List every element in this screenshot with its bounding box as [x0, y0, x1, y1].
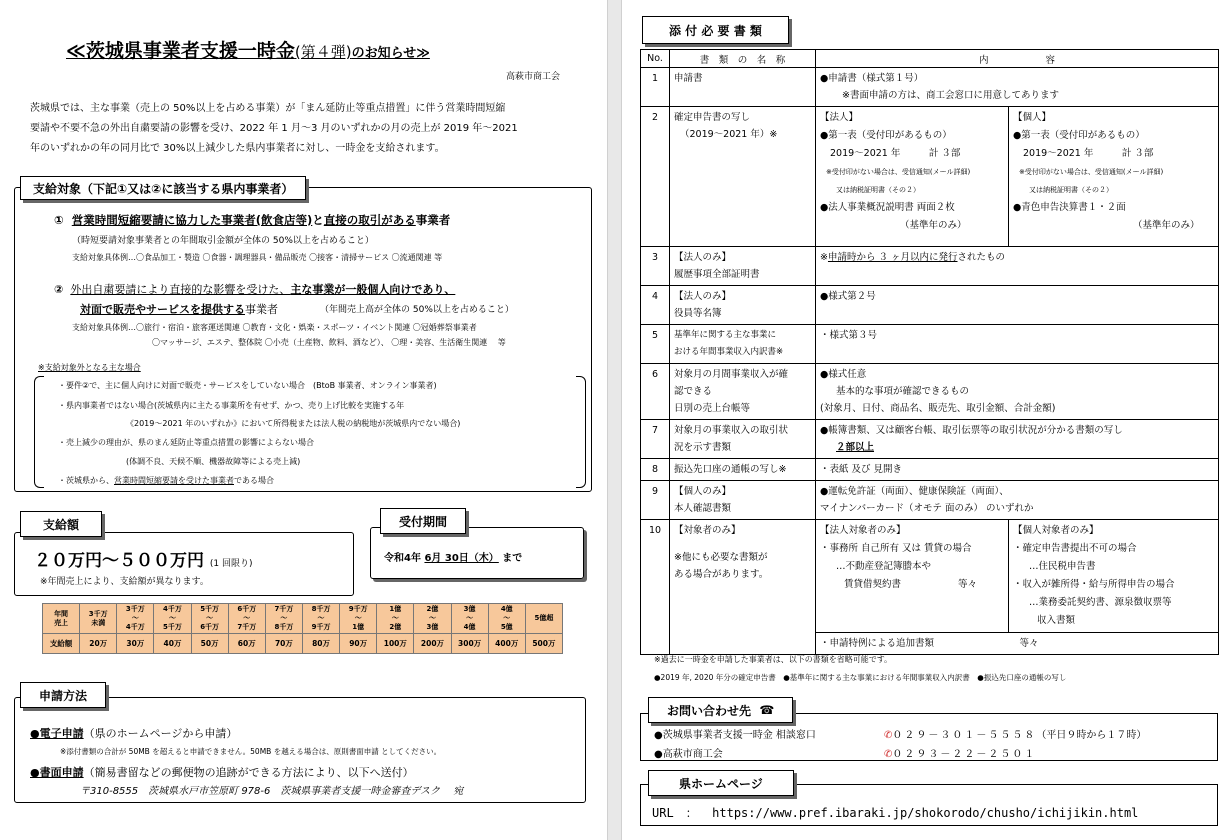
row-head-sales: 年間 売上 — [43, 604, 80, 634]
e-apply-line: ●電子申請（県のホームページから申請） — [30, 727, 238, 740]
row-name: 確定申告書の写し （2019～2021 年）※ — [670, 107, 816, 247]
title-main: ≪茨城県事業者支援一時金 — [66, 40, 295, 62]
row-name: 振込先口座の通帳の写し※ — [670, 459, 816, 481]
amount-cell: 400万 — [488, 634, 525, 654]
row-name: 【法人のみ】 役員等名簿 — [670, 286, 816, 325]
intro-line-3: 年のいずれかの年の同月比で 30%以上減少した県内事業者に対し、一時金を支給されます。 — [30, 143, 445, 154]
table-row — [641, 107, 1219, 247]
paper-apply-line: ●書面申請（簡易書留などの郵便物の追跡ができる方法により、以下へ送付） — [30, 766, 414, 779]
exclusion-1: ・要件②で、主に個人向けに対面で販売・サービスをしていない場合 (BtoB 事業者、オンライン事業者) — [58, 381, 437, 390]
row-name: 対象月の月間事業収入が確 認できる 日別の売上台帳等 — [670, 364, 816, 420]
amount-cell: 50万 — [191, 634, 228, 654]
row-name: 【対象者のみ】 ※他にも必要な書類が ある場合があります。 — [670, 520, 816, 655]
row-no: 1 — [641, 68, 670, 107]
table-row — [641, 247, 1219, 286]
web-tag: 県ホームページ — [648, 770, 794, 796]
bracket-cell: 5千万 ～ 6千万 — [191, 604, 228, 634]
row-no: 8 — [641, 459, 670, 481]
row-content: ●帳簿書類、又は顧客台帳、取引伝票等の取引状況が分かる書類の写し ２部以上 — [816, 420, 1219, 459]
web-url-link[interactable]: https://www.pref.ibaraki.jp/shokorodo/chusho/ichijikin.html — [712, 806, 1139, 820]
row-name: 基準年に関する主な事業に おける年間事業収入内訳書※ — [670, 325, 816, 364]
bracket-cell: 2億 ～ 3億 — [414, 604, 451, 634]
table-row — [641, 481, 1219, 520]
item2-examples-2: 〇マッサージ、エステ、整体院 〇小売（土産物、飲料、酒など）、 〇理・美容、生活衛生関連 等 — [152, 338, 506, 347]
row-no: 3 — [641, 247, 670, 286]
e-apply-note: ※添付書類の合計が 50MB を超えると申請できません。50MB を越える場合は、原則書面申請 としてください。 — [60, 747, 442, 756]
phone-icon: ✆ — [884, 749, 893, 760]
row-no: 10 — [641, 520, 670, 655]
contact-tel-2: ✆０２９３－２２－２５０１ — [884, 749, 1037, 760]
row-no: 6 — [641, 364, 670, 420]
row-content-corp: 【法人対象者のみ】 ・事務所 自己所有 又は 賃貸の場合 …不動産登記簿謄本や 賃貸借契約書 等々 — [816, 520, 1009, 633]
row-content: ・様式第３号 — [816, 325, 1219, 364]
deadline-text: 令和4年 6月 30日（木） まで — [384, 553, 523, 564]
amount-cell: 200万 — [414, 634, 451, 654]
row-content: ●申請書（様式第１号） ※書面申請の方は、商工会窓口に用意してあります — [816, 68, 1219, 107]
exclusion-4: ・茨城県から、営業時間短縮要請を受けた事業者である場合 — [58, 476, 274, 485]
exclusion-2b: 《2019～2021 年のいずれか》において所得税または法人税の納税地が茨城県内でない場合) — [126, 419, 461, 428]
exclusion-3b: (体調不良、天候不順、機器故障等による売上減) — [126, 457, 301, 466]
item1-examples: 支給対象具体例…〇食品加工・製造 〇食器・調理器具・備品販売 〇接客・清掃サービス 〇流通関連 等 — [72, 253, 443, 262]
row-no: 5 — [641, 325, 670, 364]
exclusion-brace-right — [576, 376, 586, 488]
row-head-amount: 支給額 — [43, 634, 80, 654]
bracket-cell: 4千万 ～ 5千万 — [154, 604, 191, 634]
row-name: 申請書 — [670, 68, 816, 107]
phone-icon: ✆ — [884, 730, 893, 741]
omit-items: ●2019 年, 2020 年分の確定申告書 ●基準年に関する主な事業における年間事業収入内訳書 ●振込先口座の通帳の写し — [654, 673, 1067, 682]
bracket-cell: 4億 ～ 5億 — [488, 604, 525, 634]
row-name: 対象月の事業収入の取引状 況を示す書類 — [670, 420, 816, 459]
contact-tag: お問い合わせ先 ☎ — [648, 697, 793, 723]
col-no: No. — [641, 50, 670, 68]
amount-cell: 80万 — [302, 634, 339, 654]
amount-cell: 100万 — [377, 634, 414, 654]
amount-cell: 500万 — [525, 634, 562, 654]
table-row — [641, 420, 1219, 459]
apply-tag: 申請方法 — [20, 682, 106, 708]
contact-row-1: ●茨城県事業者支援一時金 相談窓口 — [654, 730, 816, 741]
item2-heading-1: ② 外出自粛要請により直接的な影響を受けた、主な事業が一般個人向けであり、 — [54, 283, 456, 296]
web-url-line: URL ： https://www.pref.ibaraki.jp/shokorodo/chusho/ichijikin.html — [652, 806, 1139, 820]
bracket-cell: 9千万 ～ 1億 — [340, 604, 377, 634]
exclusion-2: ・県内事業者ではない場合(茨城県内に主たる事業所を有せず、かつ、売り上げ比較を実施する年 — [58, 401, 405, 410]
row-content-ind: 【個人対象者のみ】 ・確定申告書提出不可の場合 …住民税申告書 ・収入が雑所得・給与所得申告の場合 …業務委託契約書、源泉徴収票等 収入書類 — [1009, 520, 1219, 633]
intro-line-1: 茨城県では、主な事業（売上の 50%以上を占める事業）が「まん延防止等重点措置」に伴う営業時間短縮 — [30, 103, 506, 114]
bracket-cell: 3億 ～ 4億 — [451, 604, 488, 634]
item2-examples-1: 支給対象具体例…〇旅行・宿泊・旅客運送関連 〇教育・文化・娯楽・スポーツ・イベント関連 〇冠婚葬祭事業者 — [72, 323, 477, 332]
exclusion-3: ・売上減少の理由が、県のまん延防止等重点措置の影響によらない場合 — [58, 438, 314, 447]
exclusion-brace-left — [34, 376, 44, 488]
row-content: ●様式第２号 — [816, 286, 1219, 325]
bracket-cell: 7千万 ～ 8千万 — [265, 604, 302, 634]
intro-line-2: 要請や不要不急の外出自粛要請の影響を受け、2022 年 1 月～3 月のいずれかの月の売上が 2019 年～2021 — [30, 123, 518, 134]
item1-heading: ① 営業時間短縮要請に協力した事業者(飲食店等)と直接の取引がある事業者 — [54, 213, 451, 227]
bracket-row — [43, 604, 563, 634]
table-row — [641, 286, 1219, 325]
page-title — [66, 36, 430, 63]
amount-cell: 30万 — [117, 634, 154, 654]
amount-tag: 支給額 — [20, 511, 102, 537]
row-content-ind: 【個人】 ●第一表（受付印があるもの） 2019～2021 年 計 ３部 ※受付印がない場合は、受信通知(メール詳細) 又は納税証明書（その２） ●青色申告決算書１・２面 （基準年のみ） — [1009, 107, 1219, 247]
bracket-cell: 3千万 未満 — [80, 604, 117, 634]
eligibility-tag: 支給対象（下記①又は②に該当する県内事業者） — [20, 176, 306, 200]
right-page — [621, 0, 1225, 840]
row-name: 【個人のみ】 本人確認書類 — [670, 481, 816, 520]
mailing-address: 〒310-8555 茨城県水戸市笠原町 978-6 茨城県事業者支援一時金審査デスク 宛 — [80, 786, 464, 797]
table-row — [641, 68, 1219, 107]
item2-note: （年間売上高が全体の 50%以上を占めること） — [320, 305, 514, 315]
exclusion-heading: ※支給対象外となる主な場合 — [38, 363, 141, 372]
omit-note: ※過去に一時金を申請した事業者は、以下の書類を省略可能です。 — [654, 655, 893, 664]
amount-cell: 60万 — [228, 634, 265, 654]
table-header — [641, 50, 1219, 68]
deadline-tag: 受付期間 — [380, 508, 466, 534]
attachments-tag: 添 付 必 要 書 類 — [642, 16, 789, 44]
row-content: ※申請時から ３ ヶ月以内に発行されたもの — [816, 247, 1219, 286]
table-row — [641, 520, 1219, 633]
title-suffix: のお知らせ≫ — [351, 46, 430, 61]
col-name: 書 類 の 名 称 — [670, 50, 816, 68]
organization: 高萩市商工会 — [506, 72, 561, 82]
row-no: 2 — [641, 107, 670, 247]
bracket-cell: 6千万 ～ 7千万 — [228, 604, 265, 634]
row-name: 【法人のみ】 履歴事項全部証明書 — [670, 247, 816, 286]
row-no: 4 — [641, 286, 670, 325]
title-edition: (第４弾) — [294, 43, 352, 61]
bracket-cell: 8千万 ～ 9千万 — [302, 604, 339, 634]
table-row — [641, 459, 1219, 481]
amount-cell: 300万 — [451, 634, 488, 654]
item1-note: （時短要請対象事業者との年間取引金額が全体の 50%以上を占めること） — [72, 236, 374, 246]
table-row — [641, 325, 1219, 364]
amount-cell: 90万 — [340, 634, 377, 654]
row-content-foot: ・申請特例による追加書類 等々 — [816, 633, 1219, 655]
row-content-corp: 【法人】 ●第一表（受付印があるもの） 2019～2021 年 計 ３部 ※受付印がない場合は、受信通知(メール詳細) 又は納税証明書（その２） ●法人事業概況説明書 両面２枚 （基準年のみ） — [816, 107, 1009, 247]
amount-cell: 40万 — [154, 634, 191, 654]
amount-cell: 20万 — [80, 634, 117, 654]
row-content: ・表紙 及び 見開き — [816, 459, 1219, 481]
row-no: 9 — [641, 481, 670, 520]
required-documents-table — [640, 49, 1219, 655]
item2-heading-2: 対面で販売やサービスを提供する事業者 — [80, 303, 278, 316]
col-content: 内 容 — [816, 50, 1219, 68]
row-content: ●様式任意 基本的な事項が確認できるもの (対象月、日付、商品名、販売先、取引金額、合計金額) — [816, 364, 1219, 420]
amount-note: ※年間売上により、支給額が異なります。 — [40, 577, 209, 587]
amount-range: ２０万円～５００万円 (1 回限り) — [34, 551, 253, 571]
contact-tel-1: ✆０２９－３０１－５５５８（平日９時から１７時） — [884, 730, 1147, 741]
bracket-cell: 3千万 ～ 4千万 — [117, 604, 154, 634]
contact-row-2: ●高萩市商工会 — [654, 749, 723, 760]
row-content: ●運転免許証（両面）、健康保険証（両面）、 マイナンバーカード（オモテ 面のみ） のいずれか — [816, 481, 1219, 520]
bracket-cell: 5億超 — [525, 604, 562, 634]
bracket-cell: 1億 ～ 2億 — [377, 604, 414, 634]
left-page — [0, 0, 608, 840]
amount-table — [42, 603, 563, 654]
amount-cell: 70万 — [265, 634, 302, 654]
page-gutter — [608, 0, 621, 840]
phone-icon: ☎ — [759, 703, 775, 717]
table-row — [641, 364, 1219, 420]
row-no: 7 — [641, 420, 670, 459]
amount-row — [43, 634, 563, 654]
